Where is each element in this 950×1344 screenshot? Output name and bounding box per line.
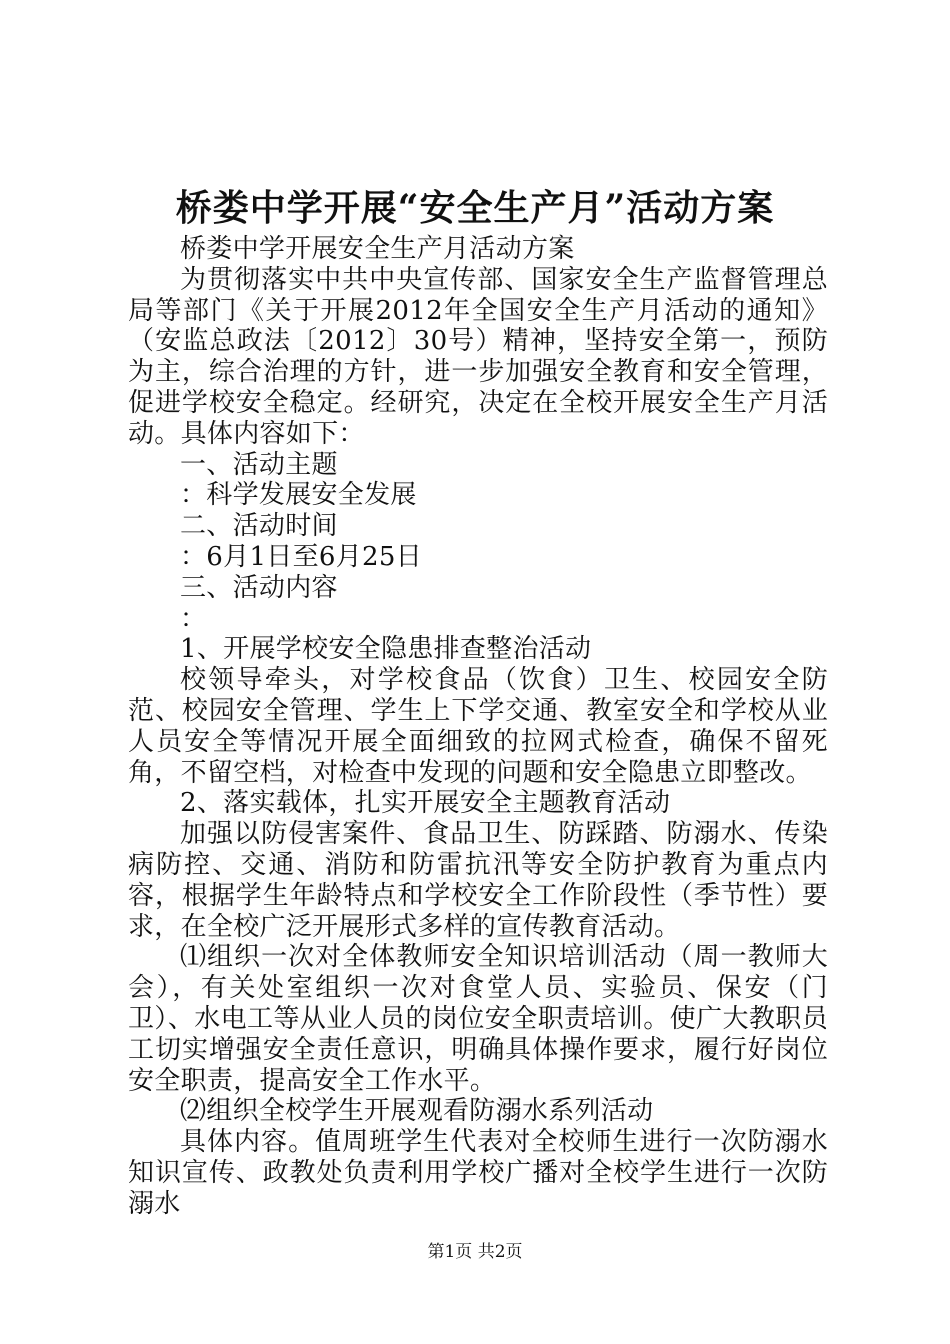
- heading-activity-time: 二、活动时间: [180, 511, 338, 542]
- sub-item-1: ⑴组织一次对全体教师安全知识培训活动（周一教师大会），有关处室组织一次对食堂人员、实验员、保安（门卫）、水电工等从业人员的岗位安全职责培训。使广大教职员工切实增强安全责任意识，明确具体操作要求，履行好岗位安全职责，提高安全工作水平。: [128, 942, 828, 1096]
- item-2-heading: 2、落实载体，扎实开展安全主题教育活动: [180, 788, 671, 819]
- document-title: 桥娄中学开展“安全生产月”活动方案: [175, 187, 775, 229]
- heading-activity-theme: 一、活动主题: [180, 449, 338, 480]
- item-1-heading: 1、开展学校安全隐患排查整治活动: [180, 634, 592, 665]
- activity-time-value: ：6月1日至6月25日: [180, 541, 423, 572]
- heading-activity-content: 三、活动内容: [180, 572, 338, 603]
- page-footer: 第1页 共2页: [427, 1242, 523, 1262]
- item-1-body: 校领导牵头，对学校食品（饮食）卫生、校园安全防范、校园安全管理、学生上下学交通、教室安全和学校从业人员安全等情况开展全面细致的拉网式检查，确保不留死角，不留空档，对检查中发现的问题和安全隐患立即整改。: [128, 665, 828, 788]
- paragraph-intro: 为贯彻落实中共中央宣传部、国家安全生产监督管理总局等部门《关于开展2012年全国安全生产月活动的通知》（安监总政法〔2012〕30号）精神，坚持安全第一，预防为主，综合治理的方针，进一步加强安全教育和安全管理，促进学校安全稳定。经研究，决定在全校开展安全生产月活动。具体内容如下：: [128, 264, 828, 449]
- item-2-body: 加强以防侵害案件、食品卫生、防踩踏、防溺水、传染病防控、交通、消防和防雷抗汛等安全防护教育为重点内容，根据学生年龄特点和学校安全工作阶段性（季节性）要求，在全校广泛开展形式多样的宣传教育活动。: [128, 819, 828, 942]
- paragraph-subtitle: 桥娄中学开展安全生产月活动方案: [180, 234, 575, 264]
- activity-content-colon: ：: [180, 603, 207, 634]
- sub-item-2-body: 具体内容。值周班学生代表对全校师生进行一次防溺水知识宣传、政教处负责利用学校广播对全校学生进行一次防溺水: [128, 1127, 828, 1219]
- sub-item-2-heading: ⑵组织全校学生开展观看防溺水系列活动: [180, 1096, 654, 1127]
- document-body: [128, 234, 828, 1220]
- activity-theme-value: ：科学发展安全发展: [180, 480, 417, 511]
